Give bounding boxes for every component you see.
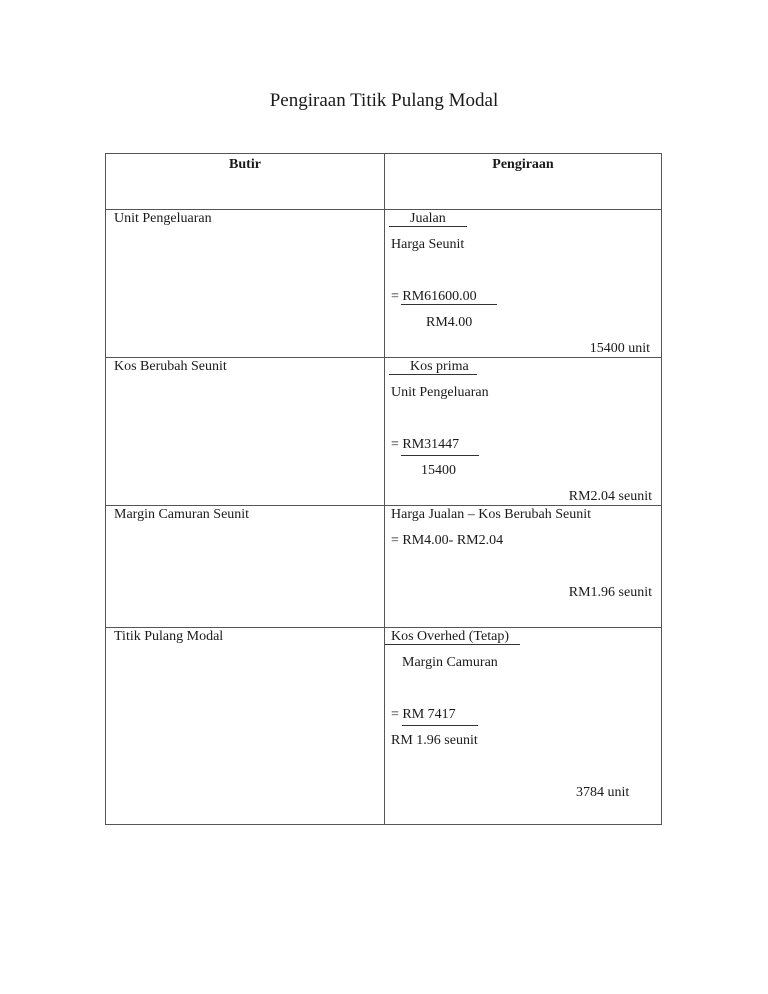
column-divider: [384, 154, 385, 824]
fraction-line: [401, 455, 479, 456]
formula-margin-values: = RM4.00- RM2.04: [391, 533, 504, 548]
result-titik-pulang-modal: 3784 unit: [576, 785, 630, 800]
calculation-table: [105, 153, 662, 825]
denominator-value: RM 1.96 seunit: [391, 733, 478, 748]
denominator-value: RM4.00: [426, 315, 473, 330]
numerator-value: = RM61600.00: [391, 289, 477, 304]
denominator-unit-pengeluaran: Unit Pengeluaran: [391, 385, 489, 400]
denominator-harga-seunit: Harga Seunit: [391, 237, 465, 252]
result-margin-camuran-seunit: RM1.96 seunit: [568, 585, 652, 600]
numerator-kos-overhed: Kos Overhed (Tetap): [391, 629, 509, 644]
fraction-line: [401, 304, 497, 305]
numerator-kos-prima: Kos prima: [410, 359, 469, 374]
fraction-line: [389, 226, 467, 227]
fraction-line: [402, 725, 478, 726]
fraction-line: [385, 644, 520, 645]
numerator-value: = RM 7417: [391, 707, 456, 722]
denominator-value: 15400: [421, 463, 456, 478]
fraction-line: [389, 374, 477, 375]
row-label-kos-berubah-seunit: Kos Berubah Seunit: [114, 359, 227, 374]
row-label-margin-camuran-seunit: Margin Camuran Seunit: [114, 507, 250, 522]
page-title: Pengiraan Titik Pulang Modal: [269, 90, 499, 111]
header-butir: Butir: [229, 157, 261, 172]
row-divider: [106, 627, 661, 628]
row-divider: [106, 209, 661, 210]
row-divider: [106, 505, 661, 506]
denominator-margin-camuran: Margin Camuran: [402, 655, 498, 670]
result-unit-pengeluaran: 15400 unit: [589, 341, 650, 356]
row-label-unit-pengeluaran: Unit Pengeluaran: [114, 211, 212, 226]
numerator-value: = RM31447: [391, 437, 460, 452]
result-kos-berubah-seunit: RM2.04 seunit: [568, 489, 652, 504]
numerator-jualan: Jualan: [410, 211, 446, 226]
header-pengiraan: Pengiraan: [492, 157, 554, 172]
formula-margin: Harga Jualan – Kos Berubah Seunit: [391, 507, 591, 522]
row-divider: [106, 357, 661, 358]
row-label-titik-pulang-modal: Titik Pulang Modal: [114, 629, 224, 644]
